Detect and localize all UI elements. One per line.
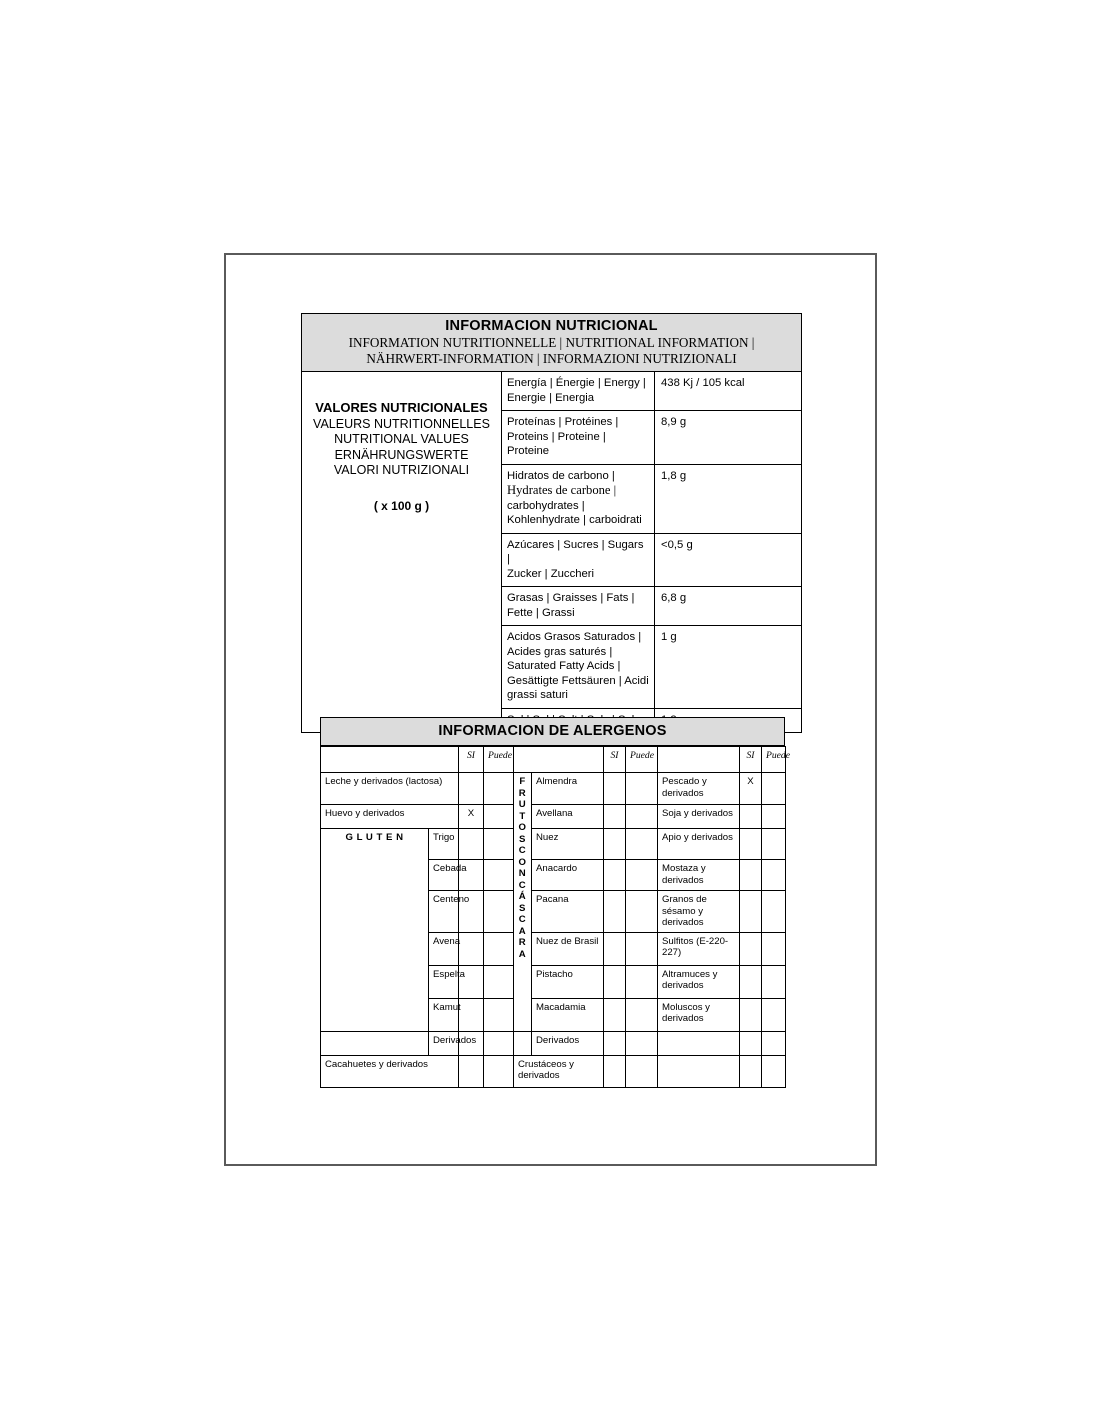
allergen-label-almond: Almendra bbox=[532, 773, 604, 805]
allergen-puede-pecan[interactable] bbox=[626, 891, 658, 933]
allergen-si-mollusc[interactable] bbox=[740, 998, 762, 1031]
allergen-label-soy: Soja y derivados bbox=[658, 805, 740, 829]
allergen-puede-kamut[interactable] bbox=[484, 998, 514, 1031]
allergen-section bbox=[320, 717, 790, 1088]
allergen-si-almond[interactable] bbox=[604, 773, 626, 805]
allergen-label-hazelnut: Avellana bbox=[532, 805, 604, 829]
allergen-si-egg[interactable]: X bbox=[459, 805, 484, 829]
allergen-puede-rye[interactable] bbox=[484, 891, 514, 933]
allergen-label-kamut: Kamut bbox=[429, 998, 459, 1031]
allergen-label-macadamia: Macadamia bbox=[532, 998, 604, 1031]
nutrient-name-energy bbox=[502, 372, 655, 411]
document-page bbox=[224, 253, 877, 1166]
allergen-label-egg: Huevo y derivados bbox=[321, 805, 459, 829]
left-label-line5: VALORI NUTRIZIONALI bbox=[333, 463, 470, 477]
allergen-si-lupin[interactable] bbox=[740, 965, 762, 998]
allergen-puede-gluten-derivatives[interactable] bbox=[484, 1031, 514, 1055]
allergen-puede-spelt[interactable] bbox=[484, 965, 514, 998]
spacer-cell bbox=[514, 1031, 532, 1055]
table-row bbox=[321, 1055, 786, 1087]
nutrient-name-line: Fette | Grassi bbox=[507, 606, 575, 619]
nutrient-name-saturated bbox=[502, 626, 655, 709]
allergen-label-peanut: Cacahuetes y derivados bbox=[321, 1055, 459, 1087]
allergen-si-nut-derivatives[interactable] bbox=[604, 1031, 626, 1055]
nutrient-value-sugars: <0,5 g bbox=[655, 533, 802, 587]
nutrient-name-protein bbox=[502, 411, 655, 465]
left-label-per: ( x 100 g ) bbox=[373, 498, 430, 513]
header-puede-3: Puede bbox=[762, 747, 786, 773]
table-row bbox=[302, 372, 802, 411]
table-row bbox=[321, 829, 786, 860]
allergen-label-walnut: Nuez bbox=[532, 829, 604, 860]
allergen-puede-lupin[interactable] bbox=[762, 965, 786, 998]
nutrient-name-line: Grasas | Graisses | Fats | bbox=[507, 592, 635, 604]
allergen-puede-brazilnut[interactable] bbox=[626, 932, 658, 965]
allergen-label-spelt: Espelta bbox=[429, 965, 459, 998]
nutrient-value-carbs: 1,8 g bbox=[655, 464, 802, 533]
nutrient-name-line: carbohydrates | bbox=[507, 499, 585, 512]
allergen-label-barley: Cebada bbox=[429, 860, 459, 891]
allergen-puede-walnut[interactable] bbox=[626, 829, 658, 860]
allergen-si-hazelnut[interactable] bbox=[604, 805, 626, 829]
nutrient-name-line: Azúcares | Sucres | Sugars | bbox=[507, 538, 644, 565]
nutrient-name-line: grassi saturi bbox=[507, 689, 568, 701]
nutrient-name-line: Energía | Énergie | Energy | bbox=[507, 377, 646, 389]
allergen-puede-macadamia[interactable] bbox=[626, 998, 658, 1031]
allergen-si-mustard[interactable] bbox=[740, 860, 762, 891]
nutrient-name-line: Hydrates de carbone | bbox=[507, 483, 617, 497]
allergen-label-pistachio: Pistacho bbox=[532, 965, 604, 998]
header-si-3: SI bbox=[740, 747, 762, 773]
allergen-si-pistachio[interactable] bbox=[604, 965, 626, 998]
allergen-puede-soy[interactable] bbox=[762, 805, 786, 829]
allergen-puede-crustacean[interactable] bbox=[626, 1055, 658, 1087]
nutrient-name-line: Gesättigte Fettsäuren | Acidi bbox=[507, 674, 649, 687]
allergen-label-pecan: Pacana bbox=[532, 891, 604, 933]
header-blank-2 bbox=[514, 747, 604, 773]
allergen-label-celery: Apio y derivados bbox=[658, 829, 740, 860]
allergen-puede-nut-derivatives[interactable] bbox=[626, 1031, 658, 1055]
allergen-label-oat: Avena bbox=[429, 932, 459, 965]
nutrition-title: INFORMACION NUTRICIONAL bbox=[445, 318, 658, 334]
nutrient-name-line: Hidratos de carbono | bbox=[507, 469, 615, 482]
allergen-puede-fish[interactable] bbox=[762, 773, 786, 805]
nutrient-name-fat bbox=[502, 587, 655, 626]
left-label-line2: VALEURS NUTRITIONNELLES bbox=[313, 416, 490, 431]
nutrition-header-cell bbox=[302, 314, 802, 372]
allergen-label-sulfites: Sulfitos (E-220-227) bbox=[658, 932, 740, 965]
allergen-puede-milk[interactable] bbox=[484, 773, 514, 805]
left-label-line3: NUTRITIONAL VALUES bbox=[334, 432, 469, 446]
nutrient-name-line: Zucker | Zuccheri bbox=[507, 567, 595, 580]
nutrient-value-energy: 438 Kj / 105 kcal bbox=[655, 372, 802, 411]
allergen-label-cashew: Anacardo bbox=[532, 860, 604, 891]
allergen-puede-sulfites[interactable] bbox=[762, 932, 786, 965]
allergen-si-oat[interactable] bbox=[459, 932, 484, 965]
nutrition-table bbox=[301, 313, 802, 733]
left-label-line4: ERNÄHRUNGSWERTE bbox=[334, 447, 469, 462]
allergen-si-walnut[interactable] bbox=[604, 829, 626, 860]
allergen-puede-egg[interactable] bbox=[484, 805, 514, 829]
header-si-1: SI bbox=[459, 747, 484, 773]
allergen-label-mustard: Mostaza y derivados bbox=[658, 860, 740, 891]
allergen-si-celery[interactable] bbox=[740, 829, 762, 860]
nutrient-name-sugars bbox=[502, 533, 655, 587]
allergen-label-sesame: Granos de sésamo y derivados bbox=[658, 891, 740, 933]
nutrient-name-line: Proteínas | Protéines | bbox=[507, 416, 619, 428]
allergen-si-macadamia[interactable] bbox=[604, 998, 626, 1031]
allergen-label-milk: Leche y derivados (lactosa) bbox=[321, 773, 459, 805]
allergen-si-peanut[interactable] bbox=[459, 1055, 484, 1087]
allergen-puede-celery[interactable] bbox=[762, 829, 786, 860]
header-puede-1: Puede bbox=[484, 747, 514, 773]
nutrient-value-saturated: 1 g bbox=[655, 626, 802, 709]
table-row bbox=[321, 773, 786, 805]
allergen-label-mollusc: Moluscos y derivados bbox=[658, 998, 740, 1031]
allergen-si-brazilnut[interactable] bbox=[604, 932, 626, 965]
allergen-puede-wheat[interactable] bbox=[484, 829, 514, 860]
allergen-puede-hazelnut[interactable] bbox=[626, 805, 658, 829]
nutrient-value-protein: 8,9 g bbox=[655, 411, 802, 465]
nutrient-name-line: Kohlenhydrate | carboidrati bbox=[507, 514, 642, 526]
spacer-cell bbox=[740, 1031, 762, 1055]
nutrition-subtitle: INFORMATION NUTRITIONNELLE | NUTRITIONAL INFORMATION | NÄHRWERT-INFORMATION | INFORMAZIONI NUTRIZIONALI bbox=[348, 335, 755, 366]
allergen-si-sesame[interactable] bbox=[740, 891, 762, 933]
allergen-si-milk[interactable] bbox=[459, 773, 484, 805]
table-row bbox=[321, 1031, 786, 1055]
allergen-label-rye: Centeno bbox=[429, 891, 459, 933]
allergen-puede-mollusc[interactable] bbox=[762, 998, 786, 1031]
spacer-cell bbox=[740, 1055, 762, 1087]
allergen-puede-pistachio[interactable] bbox=[626, 965, 658, 998]
allergen-puede-mustard[interactable] bbox=[762, 860, 786, 891]
allergen-table bbox=[320, 746, 790, 1088]
nutrient-value-fat: 6,8 g bbox=[655, 587, 802, 626]
nutrition-left-label bbox=[302, 372, 502, 733]
allergen-label-gluten-derivatives: Derivados bbox=[429, 1031, 459, 1055]
allergen-si-cashew[interactable] bbox=[604, 860, 626, 891]
header-blank-1 bbox=[321, 747, 459, 773]
spacer-cell bbox=[321, 1031, 429, 1055]
frutos-group-label: F R U T O S C O N C Á S C A R A bbox=[514, 773, 532, 1032]
allergen-label-lupin: Altramuces y derivados bbox=[658, 965, 740, 998]
spacer-cell bbox=[658, 1031, 740, 1055]
nutrient-name-line: Energie | Energia bbox=[507, 391, 595, 404]
allergen-puede-peanut[interactable] bbox=[484, 1055, 514, 1087]
spacer-cell bbox=[762, 1031, 786, 1055]
nutrient-name-carbs bbox=[502, 464, 655, 533]
header-puede-2: Puede bbox=[626, 747, 658, 773]
allergen-title: INFORMACION DE ALERGENOS bbox=[320, 717, 785, 746]
header-si-2: SI bbox=[604, 747, 626, 773]
allergen-puede-oat[interactable] bbox=[484, 932, 514, 965]
allergen-label-fish: Pescado y derivados bbox=[658, 773, 740, 805]
table-row bbox=[321, 805, 786, 829]
allergen-label-wheat: Trigo bbox=[429, 829, 459, 860]
allergen-si-kamut[interactable] bbox=[459, 998, 484, 1031]
allergen-si-soy[interactable] bbox=[740, 805, 762, 829]
gluten-group-label: G L U T E N bbox=[321, 829, 429, 1032]
left-label-line1: VALORES NUTRICIONALES bbox=[315, 400, 488, 415]
nutrient-name-line: Saturated Fatty Acids | bbox=[507, 660, 621, 672]
allergen-si-pecan[interactable] bbox=[604, 891, 626, 933]
allergen-si-wheat[interactable] bbox=[459, 829, 484, 860]
table-row bbox=[302, 314, 802, 372]
allergen-si-crustacean[interactable] bbox=[604, 1055, 626, 1087]
header-blank-3 bbox=[658, 747, 740, 773]
allergen-puede-cashew[interactable] bbox=[626, 860, 658, 891]
spacer-cell bbox=[762, 1055, 786, 1087]
allergen-label-crustacean: Crustáceos y derivados bbox=[514, 1055, 604, 1087]
nutrient-name-line: Acidos Grasos Saturados | bbox=[507, 631, 642, 643]
allergen-puede-barley[interactable] bbox=[484, 860, 514, 891]
allergen-si-sulfites[interactable] bbox=[740, 932, 762, 965]
spacer-cell bbox=[658, 1055, 740, 1087]
allergen-si-fish[interactable]: X bbox=[740, 773, 762, 805]
allergen-label-brazilnut: Nuez de Brasil bbox=[532, 932, 604, 965]
allergen-label-nut-derivatives: Derivados bbox=[532, 1031, 604, 1055]
nutrient-name-line: Proteins | Proteine | Proteine bbox=[507, 430, 606, 457]
nutrient-name-line: Acides gras saturés | bbox=[507, 645, 613, 658]
allergen-puede-sesame[interactable] bbox=[762, 891, 786, 933]
allergen-header-row bbox=[321, 747, 786, 773]
allergen-puede-almond[interactable] bbox=[626, 773, 658, 805]
